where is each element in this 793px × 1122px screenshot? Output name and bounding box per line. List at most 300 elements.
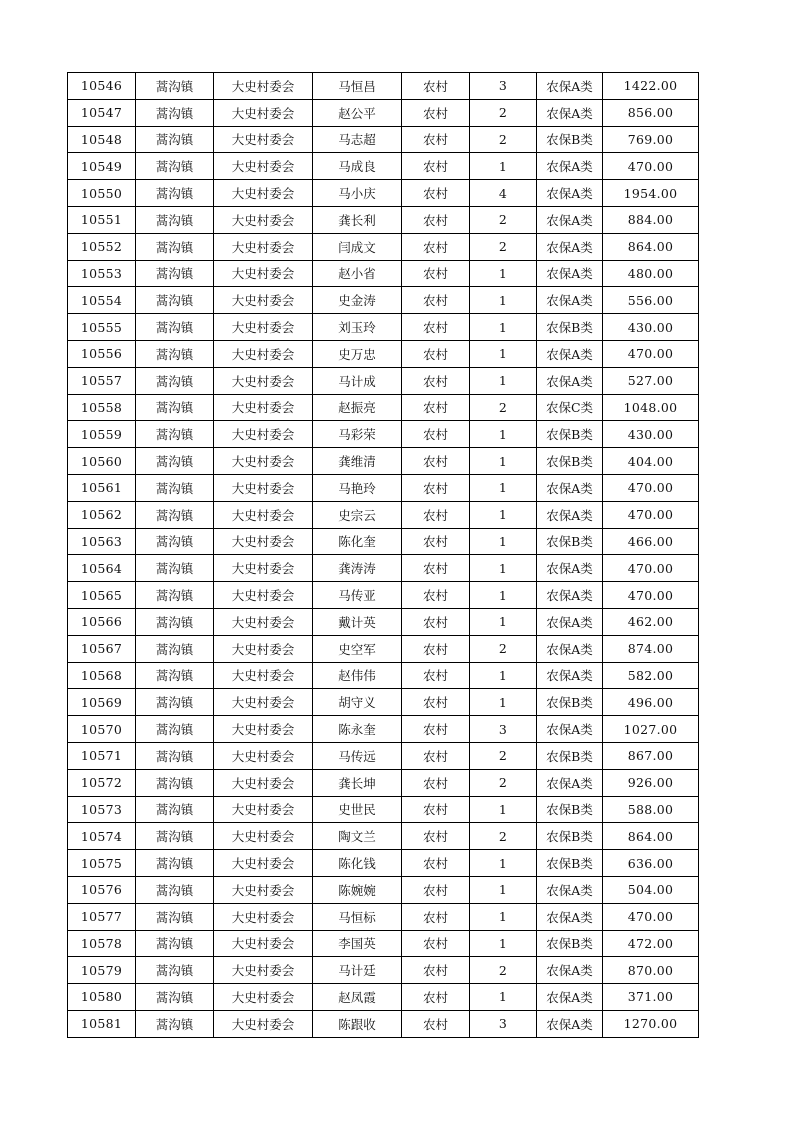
record-id-cell: 10580: [68, 984, 136, 1011]
town-cell: 蒿沟镇: [136, 474, 214, 501]
area-type-cell: 农村: [402, 260, 470, 287]
person-name-cell: 李国英: [313, 930, 402, 957]
record-id-cell: 10562: [68, 501, 136, 528]
area-type-cell: 农村: [402, 716, 470, 743]
record-id-cell: 10573: [68, 796, 136, 823]
insurance-category-cell: 农保A类: [537, 233, 603, 260]
amount-cell: 496.00: [603, 689, 699, 716]
insurance-category-cell: 农保B类: [537, 689, 603, 716]
household-count-cell: 1: [470, 153, 537, 180]
amount-cell: 582.00: [603, 662, 699, 689]
person-name-cell: 赵振亮: [313, 394, 402, 421]
area-type-cell: 农村: [402, 876, 470, 903]
village-committee-cell: 大史村委会: [214, 367, 313, 394]
amount-cell: 466.00: [603, 528, 699, 555]
person-name-cell: 陈化奎: [313, 528, 402, 555]
insurance-category-cell: 农保B类: [537, 314, 603, 341]
amount-cell: 864.00: [603, 823, 699, 850]
amount-cell: 926.00: [603, 769, 699, 796]
area-type-cell: 农村: [402, 421, 470, 448]
village-committee-cell: 大史村委会: [214, 501, 313, 528]
village-committee-cell: 大史村委会: [214, 957, 313, 984]
table-row: [68, 448, 699, 475]
amount-cell: 884.00: [603, 206, 699, 233]
village-committee-cell: 大史村委会: [214, 716, 313, 743]
person-name-cell: 史万忠: [313, 340, 402, 367]
household-count-cell: 1: [470, 287, 537, 314]
person-name-cell: 陶文兰: [313, 823, 402, 850]
town-cell: 蒿沟镇: [136, 635, 214, 662]
table-row: [68, 153, 699, 180]
amount-cell: 588.00: [603, 796, 699, 823]
record-id-cell: 10555: [68, 314, 136, 341]
person-name-cell: 龚涛涛: [313, 555, 402, 582]
insurance-category-cell: 农保A类: [537, 180, 603, 207]
insurance-category-cell: 农保B类: [537, 796, 603, 823]
insurance-category-cell: 农保A类: [537, 153, 603, 180]
area-type-cell: 农村: [402, 206, 470, 233]
record-id-cell: 10552: [68, 233, 136, 260]
amount-cell: 470.00: [603, 153, 699, 180]
insurance-category-cell: 农保A类: [537, 662, 603, 689]
town-cell: 蒿沟镇: [136, 421, 214, 448]
town-cell: 蒿沟镇: [136, 394, 214, 421]
household-count-cell: 1: [470, 448, 537, 475]
amount-cell: 769.00: [603, 126, 699, 153]
amount-cell: 504.00: [603, 876, 699, 903]
table-row: [68, 823, 699, 850]
record-id-cell: 10566: [68, 608, 136, 635]
amount-cell: 874.00: [603, 635, 699, 662]
area-type-cell: 农村: [402, 850, 470, 877]
record-id-cell: 10578: [68, 930, 136, 957]
area-type-cell: 农村: [402, 930, 470, 957]
area-type-cell: 农村: [402, 99, 470, 126]
village-committee-cell: 大史村委会: [214, 876, 313, 903]
household-count-cell: 1: [470, 421, 537, 448]
amount-cell: 1954.00: [603, 180, 699, 207]
insurance-category-cell: 农保A类: [537, 769, 603, 796]
area-type-cell: 农村: [402, 448, 470, 475]
area-type-cell: 农村: [402, 769, 470, 796]
village-committee-cell: 大史村委会: [214, 528, 313, 555]
household-count-cell: 2: [470, 99, 537, 126]
amount-cell: 556.00: [603, 287, 699, 314]
area-type-cell: 农村: [402, 796, 470, 823]
table-row: [68, 126, 699, 153]
household-count-cell: 1: [470, 501, 537, 528]
village-committee-cell: 大史村委会: [214, 662, 313, 689]
village-committee-cell: 大史村委会: [214, 555, 313, 582]
person-name-cell: 闫成文: [313, 233, 402, 260]
person-name-cell: 马传亚: [313, 582, 402, 609]
village-committee-cell: 大史村委会: [214, 984, 313, 1011]
household-count-cell: 4: [470, 180, 537, 207]
amount-cell: 470.00: [603, 501, 699, 528]
person-name-cell: 赵小省: [313, 260, 402, 287]
household-count-cell: 2: [470, 394, 537, 421]
insurance-category-cell: 农保A类: [537, 984, 603, 1011]
table-row: [68, 850, 699, 877]
area-type-cell: 农村: [402, 608, 470, 635]
town-cell: 蒿沟镇: [136, 662, 214, 689]
insurance-category-cell: 农保A类: [537, 635, 603, 662]
town-cell: 蒿沟镇: [136, 850, 214, 877]
record-id-cell: 10547: [68, 99, 136, 126]
table-row: [68, 73, 699, 100]
record-id-cell: 10553: [68, 260, 136, 287]
area-type-cell: 农村: [402, 340, 470, 367]
village-committee-cell: 大史村委会: [214, 340, 313, 367]
area-type-cell: 农村: [402, 126, 470, 153]
area-type-cell: 农村: [402, 1010, 470, 1037]
household-count-cell: 1: [470, 850, 537, 877]
insurance-category-cell: 农保A类: [537, 608, 603, 635]
person-name-cell: 龚长坤: [313, 769, 402, 796]
household-count-cell: 1: [470, 474, 537, 501]
amount-cell: 864.00: [603, 233, 699, 260]
person-name-cell: 史空军: [313, 635, 402, 662]
person-name-cell: 马小庆: [313, 180, 402, 207]
insurance-category-cell: 农保B类: [537, 823, 603, 850]
person-name-cell: 马恒标: [313, 903, 402, 930]
area-type-cell: 农村: [402, 582, 470, 609]
record-id-cell: 10564: [68, 555, 136, 582]
amount-cell: 470.00: [603, 582, 699, 609]
record-id-cell: 10574: [68, 823, 136, 850]
area-type-cell: 农村: [402, 528, 470, 555]
table-row: [68, 903, 699, 930]
area-type-cell: 农村: [402, 73, 470, 100]
record-id-cell: 10568: [68, 662, 136, 689]
insurance-category-cell: 农保B类: [537, 421, 603, 448]
insurance-category-cell: 农保A类: [537, 206, 603, 233]
insurance-category-cell: 农保A类: [537, 555, 603, 582]
town-cell: 蒿沟镇: [136, 180, 214, 207]
table-row: [68, 555, 699, 582]
amount-cell: 462.00: [603, 608, 699, 635]
household-count-cell: 3: [470, 73, 537, 100]
area-type-cell: 农村: [402, 394, 470, 421]
amount-cell: 856.00: [603, 99, 699, 126]
amount-cell: 472.00: [603, 930, 699, 957]
insurance-category-cell: 农保B类: [537, 448, 603, 475]
person-name-cell: 赵伟伟: [313, 662, 402, 689]
person-name-cell: 陈永奎: [313, 716, 402, 743]
record-id-cell: 10548: [68, 126, 136, 153]
amount-cell: 371.00: [603, 984, 699, 1011]
record-id-cell: 10560: [68, 448, 136, 475]
household-count-cell: 1: [470, 608, 537, 635]
person-name-cell: 马成良: [313, 153, 402, 180]
table-row: [68, 876, 699, 903]
amount-cell: 1027.00: [603, 716, 699, 743]
town-cell: 蒿沟镇: [136, 930, 214, 957]
household-count-cell: 2: [470, 206, 537, 233]
household-count-cell: 1: [470, 796, 537, 823]
record-id-cell: 10561: [68, 474, 136, 501]
table-row: [68, 474, 699, 501]
person-name-cell: 戴计英: [313, 608, 402, 635]
household-count-cell: 1: [470, 314, 537, 341]
household-count-cell: 1: [470, 689, 537, 716]
table-row: [68, 180, 699, 207]
table-row: [68, 582, 699, 609]
table-row: [68, 233, 699, 260]
area-type-cell: 农村: [402, 957, 470, 984]
table-row: [68, 957, 699, 984]
town-cell: 蒿沟镇: [136, 769, 214, 796]
amount-cell: 1270.00: [603, 1010, 699, 1037]
amount-cell: 867.00: [603, 742, 699, 769]
table-row: [68, 367, 699, 394]
household-count-cell: 3: [470, 1010, 537, 1037]
person-name-cell: 龚长利: [313, 206, 402, 233]
village-committee-cell: 大史村委会: [214, 823, 313, 850]
area-type-cell: 农村: [402, 689, 470, 716]
table-row: [68, 260, 699, 287]
record-id-cell: 10550: [68, 180, 136, 207]
town-cell: 蒿沟镇: [136, 957, 214, 984]
household-count-cell: 1: [470, 528, 537, 555]
household-count-cell: 2: [470, 233, 537, 260]
area-type-cell: 农村: [402, 635, 470, 662]
table-row: [68, 99, 699, 126]
table-row: [68, 635, 699, 662]
insurance-category-cell: 农保A类: [537, 260, 603, 287]
insurance-category-cell: 农保A类: [537, 501, 603, 528]
amount-cell: 430.00: [603, 314, 699, 341]
person-name-cell: 马传远: [313, 742, 402, 769]
village-committee-cell: 大史村委会: [214, 153, 313, 180]
table-row: [68, 689, 699, 716]
record-id-cell: 10579: [68, 957, 136, 984]
record-id-cell: 10558: [68, 394, 136, 421]
village-committee-cell: 大史村委会: [214, 635, 313, 662]
village-committee-cell: 大史村委会: [214, 448, 313, 475]
village-committee-cell: 大史村委会: [214, 769, 313, 796]
insurance-category-cell: 农保A类: [537, 287, 603, 314]
insurance-category-cell: 农保C类: [537, 394, 603, 421]
area-type-cell: 农村: [402, 153, 470, 180]
household-count-cell: 1: [470, 555, 537, 582]
area-type-cell: 农村: [402, 314, 470, 341]
table-row: [68, 206, 699, 233]
area-type-cell: 农村: [402, 233, 470, 260]
person-name-cell: 龚维清: [313, 448, 402, 475]
town-cell: 蒿沟镇: [136, 582, 214, 609]
town-cell: 蒿沟镇: [136, 206, 214, 233]
town-cell: 蒿沟镇: [136, 448, 214, 475]
person-name-cell: 史金涛: [313, 287, 402, 314]
area-type-cell: 农村: [402, 287, 470, 314]
household-count-cell: 1: [470, 930, 537, 957]
record-id-cell: 10557: [68, 367, 136, 394]
town-cell: 蒿沟镇: [136, 608, 214, 635]
household-count-cell: 1: [470, 260, 537, 287]
table-row: [68, 314, 699, 341]
record-id-cell: 10546: [68, 73, 136, 100]
insurance-category-cell: 农保A类: [537, 340, 603, 367]
insurance-category-cell: 农保A类: [537, 474, 603, 501]
person-name-cell: 马彩荣: [313, 421, 402, 448]
table-row: [68, 930, 699, 957]
person-name-cell: 刘玉玲: [313, 314, 402, 341]
village-committee-cell: 大史村委会: [214, 180, 313, 207]
area-type-cell: 农村: [402, 984, 470, 1011]
record-id-cell: 10575: [68, 850, 136, 877]
household-count-cell: 2: [470, 769, 537, 796]
table-row: [68, 796, 699, 823]
insurance-category-cell: 农保A类: [537, 1010, 603, 1037]
area-type-cell: 农村: [402, 474, 470, 501]
amount-cell: 404.00: [603, 448, 699, 475]
insurance-category-cell: 农保A类: [537, 73, 603, 100]
town-cell: 蒿沟镇: [136, 73, 214, 100]
record-id-cell: 10554: [68, 287, 136, 314]
person-name-cell: 马计成: [313, 367, 402, 394]
table-row: [68, 1010, 699, 1037]
record-id-cell: 10556: [68, 340, 136, 367]
amount-cell: 480.00: [603, 260, 699, 287]
table-row: [68, 287, 699, 314]
village-committee-cell: 大史村委会: [214, 903, 313, 930]
area-type-cell: 农村: [402, 823, 470, 850]
town-cell: 蒿沟镇: [136, 260, 214, 287]
record-id-cell: 10569: [68, 689, 136, 716]
amount-cell: 1048.00: [603, 394, 699, 421]
person-name-cell: 马恒昌: [313, 73, 402, 100]
household-count-cell: 1: [470, 582, 537, 609]
household-count-cell: 1: [470, 367, 537, 394]
area-type-cell: 农村: [402, 555, 470, 582]
household-count-cell: 1: [470, 662, 537, 689]
area-type-cell: 农村: [402, 180, 470, 207]
table-row: [68, 421, 699, 448]
table-row: [68, 662, 699, 689]
insurance-category-cell: 农保B类: [537, 930, 603, 957]
area-type-cell: 农村: [402, 367, 470, 394]
record-id-cell: 10567: [68, 635, 136, 662]
record-id-cell: 10577: [68, 903, 136, 930]
record-id-cell: 10576: [68, 876, 136, 903]
amount-cell: 470.00: [603, 340, 699, 367]
household-count-cell: 1: [470, 876, 537, 903]
person-name-cell: 陈婉婉: [313, 876, 402, 903]
town-cell: 蒿沟镇: [136, 1010, 214, 1037]
amount-cell: 430.00: [603, 421, 699, 448]
village-committee-cell: 大史村委会: [214, 850, 313, 877]
town-cell: 蒿沟镇: [136, 876, 214, 903]
assistance-roster-table: [67, 72, 699, 1038]
village-committee-cell: 大史村委会: [214, 930, 313, 957]
town-cell: 蒿沟镇: [136, 501, 214, 528]
person-name-cell: 马计廷: [313, 957, 402, 984]
town-cell: 蒿沟镇: [136, 99, 214, 126]
household-count-cell: 1: [470, 984, 537, 1011]
area-type-cell: 农村: [402, 742, 470, 769]
town-cell: 蒿沟镇: [136, 716, 214, 743]
table-row: [68, 608, 699, 635]
village-committee-cell: 大史村委会: [214, 742, 313, 769]
table-row: [68, 501, 699, 528]
amount-cell: 527.00: [603, 367, 699, 394]
village-committee-cell: 大史村委会: [214, 474, 313, 501]
table-row: [68, 340, 699, 367]
record-id-cell: 10549: [68, 153, 136, 180]
town-cell: 蒿沟镇: [136, 287, 214, 314]
person-name-cell: 胡守义: [313, 689, 402, 716]
person-name-cell: 史宗云: [313, 501, 402, 528]
village-committee-cell: 大史村委会: [214, 287, 313, 314]
record-id-cell: 10563: [68, 528, 136, 555]
amount-cell: 470.00: [603, 903, 699, 930]
area-type-cell: 农村: [402, 501, 470, 528]
table-row: [68, 528, 699, 555]
record-id-cell: 10581: [68, 1010, 136, 1037]
area-type-cell: 农村: [402, 903, 470, 930]
village-committee-cell: 大史村委会: [214, 233, 313, 260]
town-cell: 蒿沟镇: [136, 555, 214, 582]
amount-cell: 636.00: [603, 850, 699, 877]
town-cell: 蒿沟镇: [136, 126, 214, 153]
village-committee-cell: 大史村委会: [214, 99, 313, 126]
person-name-cell: 陈化钱: [313, 850, 402, 877]
town-cell: 蒿沟镇: [136, 742, 214, 769]
insurance-category-cell: 农保A类: [537, 957, 603, 984]
amount-cell: 470.00: [603, 474, 699, 501]
amount-cell: 470.00: [603, 555, 699, 582]
area-type-cell: 农村: [402, 662, 470, 689]
insurance-category-cell: 农保A类: [537, 903, 603, 930]
person-name-cell: 陈跟收: [313, 1010, 402, 1037]
insurance-category-cell: 农保B类: [537, 528, 603, 555]
person-name-cell: 史世民: [313, 796, 402, 823]
record-id-cell: 10559: [68, 421, 136, 448]
household-count-cell: 2: [470, 635, 537, 662]
roster-body: [68, 73, 699, 1038]
town-cell: 蒿沟镇: [136, 233, 214, 260]
household-count-cell: 2: [470, 823, 537, 850]
insurance-category-cell: 农保A类: [537, 582, 603, 609]
household-count-cell: 2: [470, 957, 537, 984]
town-cell: 蒿沟镇: [136, 528, 214, 555]
table-row: [68, 984, 699, 1011]
table-row: [68, 769, 699, 796]
village-committee-cell: 大史村委会: [214, 260, 313, 287]
household-count-cell: 1: [470, 340, 537, 367]
village-committee-cell: 大史村委会: [214, 73, 313, 100]
town-cell: 蒿沟镇: [136, 153, 214, 180]
table-row: [68, 742, 699, 769]
person-name-cell: 赵凤霞: [313, 984, 402, 1011]
amount-cell: 870.00: [603, 957, 699, 984]
village-committee-cell: 大史村委会: [214, 796, 313, 823]
amount-cell: 1422.00: [603, 73, 699, 100]
town-cell: 蒿沟镇: [136, 796, 214, 823]
household-count-cell: 2: [470, 126, 537, 153]
village-committee-cell: 大史村委会: [214, 126, 313, 153]
village-committee-cell: 大史村委会: [214, 421, 313, 448]
town-cell: 蒿沟镇: [136, 823, 214, 850]
town-cell: 蒿沟镇: [136, 984, 214, 1011]
insurance-category-cell: 农保B类: [537, 850, 603, 877]
household-count-cell: 1: [470, 903, 537, 930]
record-id-cell: 10571: [68, 742, 136, 769]
record-id-cell: 10551: [68, 206, 136, 233]
record-id-cell: 10570: [68, 716, 136, 743]
village-committee-cell: 大史村委会: [214, 1010, 313, 1037]
